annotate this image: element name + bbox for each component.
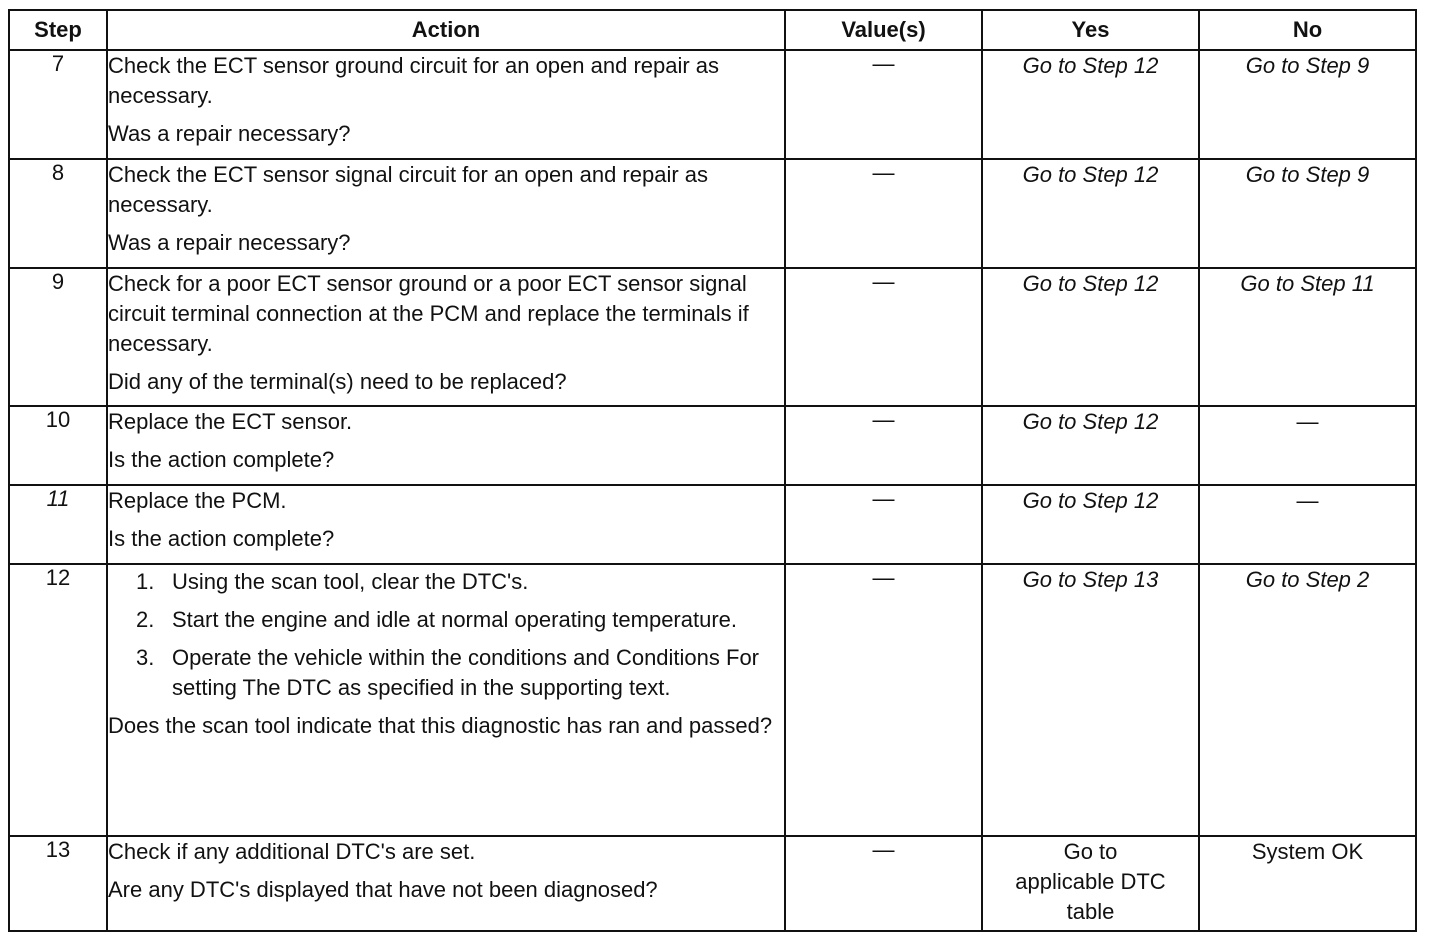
list-item-text: Using the scan tool, clear the DTC's. [172,569,529,594]
value-cell: — [785,485,982,564]
action-cell [107,50,785,159]
action-question: Was a repair necessary? [108,121,351,146]
value-cell: — [785,564,982,836]
step-number: 13 [9,836,107,931]
table-row [9,836,1416,931]
no-cell: Go to Step 11 [1199,268,1416,406]
list-item-text: Start the engine and idle at normal operating temperature. [172,607,738,632]
table-row [9,564,1416,836]
header-step: Step [9,10,107,50]
step-number: 10 [9,406,107,485]
header-no: No [1199,10,1416,50]
action-cell [107,406,785,485]
yes-cell: Go to Step 12 [982,485,1199,564]
step-number: 8 [9,159,107,268]
value-cell: — [785,159,982,268]
no-cell: — [1199,406,1416,485]
step-number: 7 [9,50,107,159]
list-item [108,605,784,635]
table-row [9,485,1416,564]
value-cell: — [785,268,982,406]
action-question: Is the action complete? [108,526,335,551]
table-row [9,406,1416,485]
action-text: Check if any additional DTC's are set. [108,839,476,864]
list-item-text: Operate the vehicle within the conditions and Conditions For setting The DTC as specified in the supporting text. [172,645,760,700]
action-question: Does the scan tool indicate that this diagnostic has ran and passed? [108,713,773,738]
action-cell [107,564,785,836]
table-row [9,159,1416,268]
step-number: 12 [9,564,107,836]
yes-cell: Go to Step 12 [982,50,1199,159]
header-yes: Yes [982,10,1199,50]
yes-cell: Go to Step 13 [982,564,1199,836]
action-text: Check the ECT sensor ground circuit for an open and repair as necessary. [108,53,720,108]
action-cell [107,268,785,406]
header-row [9,10,1416,50]
action-text: Replace the ECT sensor. [108,409,353,434]
no-cell: Go to Step 9 [1199,50,1416,159]
action-cell [107,485,785,564]
action-question: Is the action complete? [108,447,335,472]
yes-cell: Go to Step 12 [982,159,1199,268]
no-cell: System OK [1199,836,1416,931]
action-question: Was a repair necessary? [108,230,351,255]
action-question: Are any DTC's displayed that have not been diagnosed? [108,877,658,902]
value-cell: — [785,50,982,159]
action-text: Check the ECT sensor signal circuit for an open and repair as necessary. [108,162,709,217]
header-values: Value(s) [785,10,982,50]
no-cell: Go to Step 2 [1199,564,1416,836]
table-row [9,268,1416,406]
action-text: Check for a poor ECT sensor ground or a poor ECT sensor signal circuit terminal connection at the PCM and replace the terminals if necessary. [108,271,749,356]
action-cell [107,159,785,268]
diagnostic-table [8,9,1417,932]
value-cell: — [785,836,982,931]
list-item [108,567,784,597]
action-steps-list [108,567,784,703]
yes-cell: Go to Step 12 [982,406,1199,485]
no-cell: — [1199,485,1416,564]
action-text: Replace the PCM. [108,488,287,513]
list-item-number: 3. [136,645,155,670]
header-action: Action [107,10,785,50]
yes-cell: Go to Step 12 [982,268,1199,406]
no-cell: Go to Step 9 [1199,159,1416,268]
action-question: Did any of the terminal(s) need to be replaced? [108,369,567,394]
yes-cell: Go to applicable DTC table [982,836,1199,931]
list-item [108,643,784,703]
value-cell: — [785,406,982,485]
step-number: 9 [9,268,107,406]
action-cell [107,836,785,931]
list-item-number: 2. [136,607,155,632]
step-number: 11 [9,485,107,564]
list-item-number: 1. [136,569,155,594]
table-row [9,50,1416,159]
